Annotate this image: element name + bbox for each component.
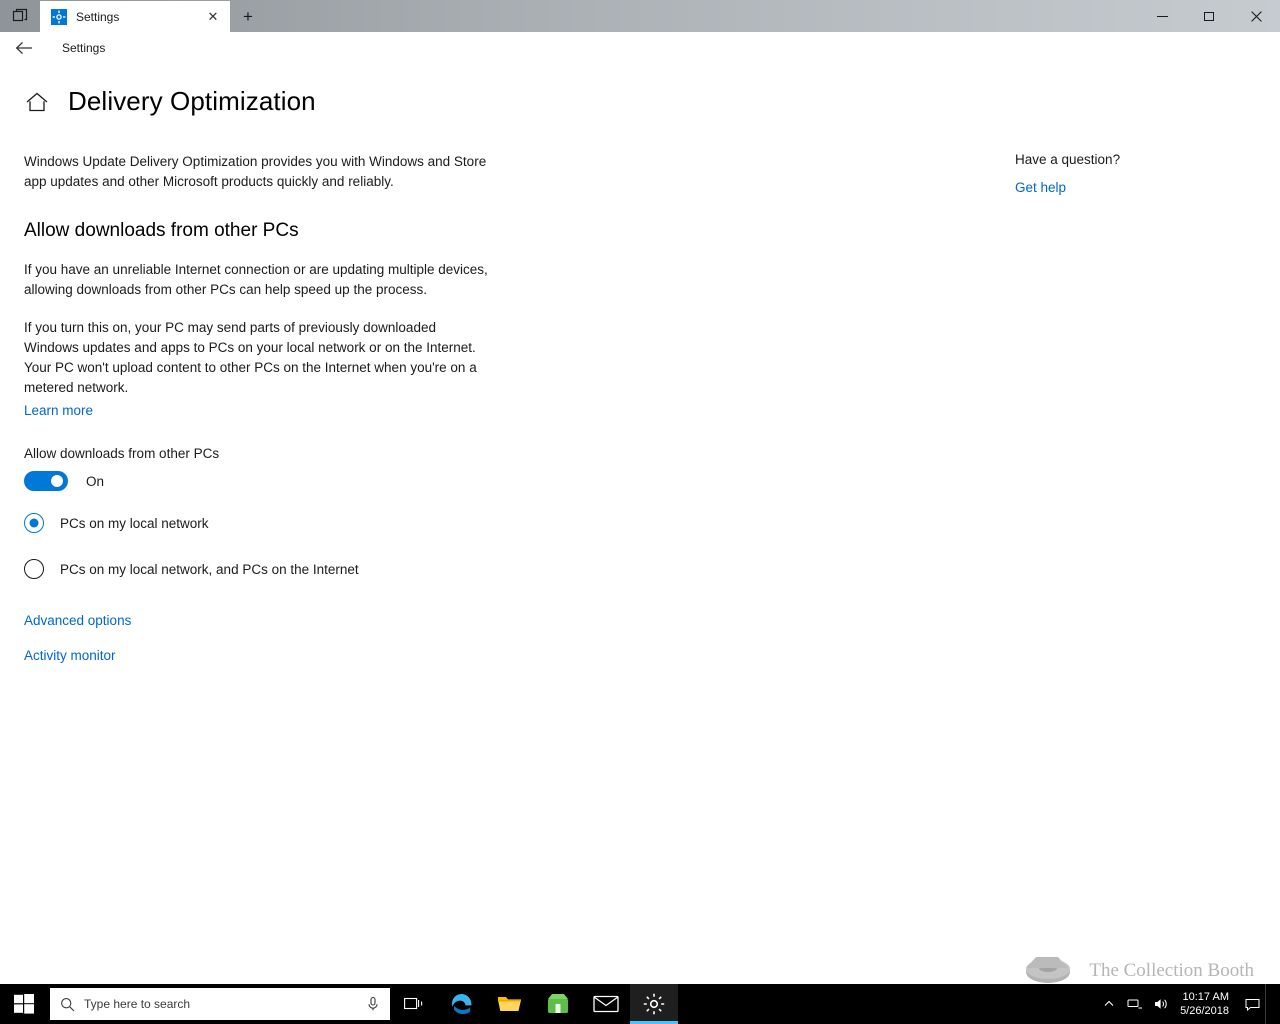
tab-set-button[interactable] [0,0,40,32]
paragraph-1: If you have an unreliable Internet connection or are updating multiple devices, allowing downloads from other PCs can help speed up the process. [24,262,488,297]
minimize-icon [1157,11,1168,22]
home-icon[interactable] [24,89,50,115]
side-column [1015,152,1245,197]
have-a-question-title: Have a question? [1015,152,1121,167]
watermark-logo-icon [1018,948,1076,988]
activity-monitor-link[interactable]: Activity monitor [24,648,116,663]
close-window-button[interactable] [1233,0,1280,32]
section-heading: Allow downloads from other PCs [24,220,299,241]
settings-gear-icon [50,8,68,26]
app-header-bar [0,32,1280,64]
settings-icon [642,992,666,1016]
tray-chevron-icon[interactable] [1096,984,1122,1024]
tab-set-icon [12,8,28,24]
allow-downloads-toggle-row [24,471,494,491]
back-arrow-icon [15,41,33,55]
task-view-button[interactable] [390,984,438,1024]
radio-label: PCs on my local network [60,515,209,531]
tray-network-icon[interactable] [1122,984,1148,1024]
watermark-text: The Collection Booth [1089,960,1254,981]
maximize-button[interactable] [1186,0,1233,32]
page-header [24,86,316,117]
maximize-icon [1204,11,1215,22]
microsoft-store-icon [546,992,570,1016]
paragraph-2: If you turn this on, your PC may send parts of previously downloaded Windows updates and apps to PCs on your local network or on the Internet. Your PC won't upload content to other PCs on the Internet when you're on a metered network. [24,320,477,395]
close-icon[interactable]: ✕ [207,9,219,24]
radio-local-and-internet[interactable] [24,559,494,579]
learn-more-link[interactable]: Learn more [24,403,94,418]
start-button[interactable] [0,984,48,1024]
taskbar-search[interactable] [50,988,390,1020]
microphone-icon[interactable] [356,988,390,1020]
radio-local-network[interactable] [24,513,494,533]
back-button[interactable] [0,32,48,64]
clock[interactable] [1174,990,1239,1018]
search-input[interactable]: Type here to search [84,997,191,1011]
app-title: Settings [62,41,106,55]
toggle-state-label: On [86,473,105,489]
mail-icon [593,994,619,1014]
allow-downloads-toggle[interactable] [24,471,68,491]
close-icon [1251,11,1262,22]
clock-date: 5/26/2018 [1180,1005,1229,1017]
search-icon [50,988,84,1020]
task-view-icon [404,995,424,1013]
window-controls [1139,0,1280,32]
file-explorer-button[interactable] [486,984,534,1024]
system-tray [1096,984,1280,1024]
get-help-link[interactable]: Get help [1015,180,1067,195]
advanced-options-link[interactable]: Advanced options [24,613,132,628]
edge-button[interactable] [438,984,486,1024]
clock-time: 10:17 AM [1182,991,1229,1003]
minimize-button[interactable] [1139,0,1186,32]
radio-label: PCs on my local network, and PCs on the Internet [60,561,359,577]
start-icon [14,994,34,1014]
toggle-label: Allow downloads from other PCs [24,446,220,461]
main-column [24,152,494,683]
tab-settings[interactable] [40,1,230,32]
tab-title: Settings [76,9,120,24]
tray-volume-icon[interactable] [1148,984,1174,1024]
show-desktop-button[interactable] [1265,984,1274,1024]
window-title-bar [0,0,1280,32]
toggle-knob [51,475,63,487]
settings-button[interactable] [630,984,678,1024]
radio-button-icon[interactable] [24,513,44,533]
intro-paragraph: Windows Update Delivery Optimization provides you with Windows and Store app updates and other Microsoft products quickly and reliably. [24,154,487,189]
edge-icon [449,991,475,1017]
action-center-icon[interactable] [1239,984,1265,1024]
taskbar [0,984,1280,1024]
page-links [24,613,494,663]
mail-button[interactable] [582,984,630,1024]
settings-page [0,64,1280,988]
file-explorer-icon [497,993,523,1015]
microsoft-store-button[interactable] [534,984,582,1024]
radio-button-icon[interactable] [24,559,44,579]
new-tab-button[interactable]: + [243,6,253,26]
page-title: Delivery Optimization [68,86,316,116]
